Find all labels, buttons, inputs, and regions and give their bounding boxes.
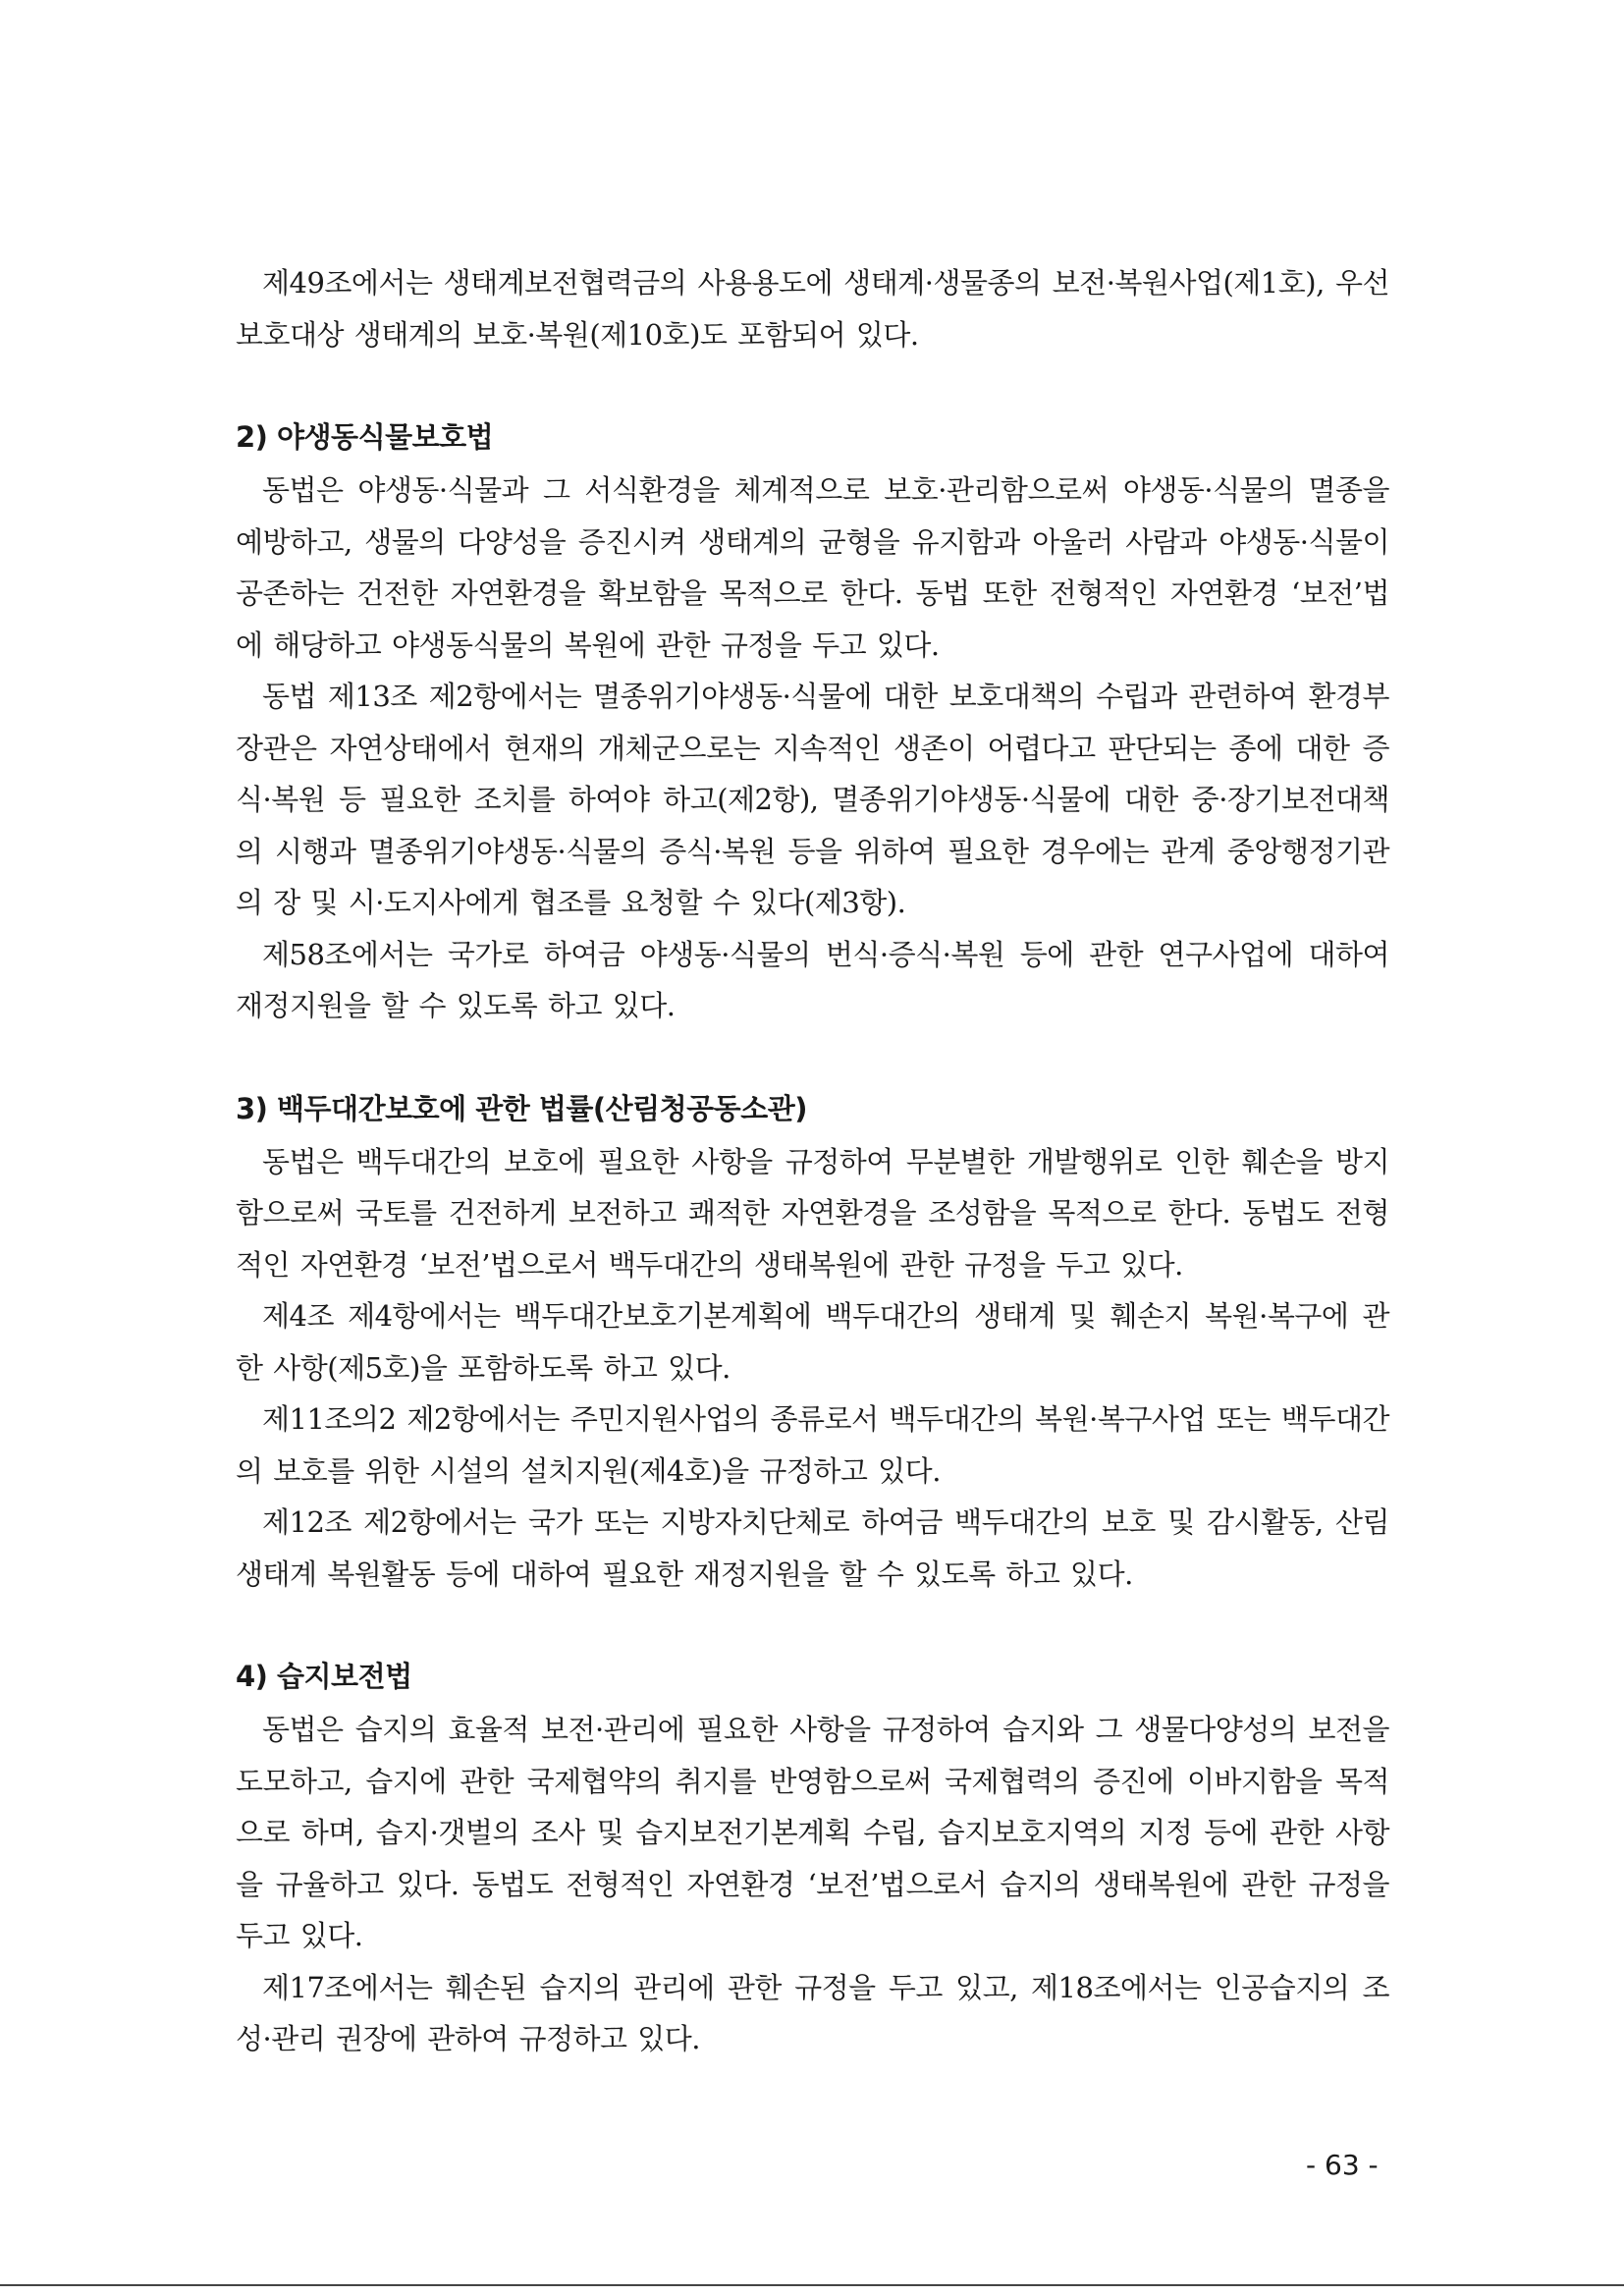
section-paragraph: 동법 제13조 제2항에서는 멸종위기야생동·식물에 대한 보호대책의 수립과 관련하여 환경부장관은 자연상태에서 현재의 개체군으로는 지속적인 생존이 어렵다고 판단되는 종에 대한 증식·복원 등 필요한 조치를 하여야 하고(제2항), 멸종위기야생동·식물에 대한 중·장기보전대책의 시행과 멸종위기야생동·식물의 증식·복원 등을 위하여 필요한 경우에는 관계 중앙행정기관의 장 및 시·도지사에게 협조를 요청할 수 있다(제3항). (236, 680, 1389, 919)
section-paragraph: 제12조 제2항에서는 국가 또는 지방자치단체로 하여금 백두대간의 보호 및 감시활동, 산림생태계 복원활동 등에 대하여 필요한 재정지원을 할 수 있도록 하고 있다. (236, 1505, 1389, 1591)
section-heading: 3) 백두대간보호에 관한 법률(산림청공동소관) (236, 1091, 807, 1125)
section-baekdudaegan-act (236, 1083, 1389, 1601)
section-wildlife-act (236, 411, 1389, 1032)
section-paragraph: 동법은 백두대간의 보호에 필요한 사항을 규정하여 무분별한 개발행위로 인한 훼손을 방지함으로써 국토를 건전하게 보전하고 쾌적한 자연환경을 조성함을 목적으로 한다. 동법도 전형적인 자연환경 ‘보전’법으로서 백두대간의 생태복원에 관한 규정을 두고 있다. (236, 1144, 1389, 1282)
document-page (236, 257, 1389, 2065)
section-heading: 2) 야생동식물보호법 (236, 420, 494, 454)
section-paragraph: 제11조의2 제2항에서는 주민지원사업의 종류로서 백두대간의 복원·복구사업 또는 백두대간의 보호를 위한 시설의 설치지원(제4호)을 규정하고 있다. (236, 1402, 1389, 1488)
section-paragraph: 제4조 제4항에서는 백두대간보호기본계획에 백두대간의 생태계 및 훼손지 복원·복구에 관한 사항(제5호)을 포함하도록 하고 있다. (236, 1299, 1389, 1385)
section-paragraph: 동법은 습지의 효율적 보전·관리에 필요한 사항을 규정하여 습지와 그 생물다양성의 보전을 도모하고, 습지에 관한 국제협약의 취지를 반영함으로써 국제협력의 증진에 이바지함을 목적으로 하며, 습지·갯벌의 조사 및 습지보전기본계획 수립, 습지보호지역의 지정 등에 관한 사항을 규율하고 있다. 동법도 전형적인 자연환경 ‘보전’법으로서 습지의 생태복원에 관한 규정을 두고 있다. (236, 1713, 1389, 1952)
bottom-divider (0, 2284, 1624, 2286)
section-wetland-act (236, 1651, 1389, 2065)
intro-paragraph: 제49조에서는 생태계보전협력금의 사용용도에 생태계·생물종의 보전·복원사업(제1호), 우선보호대상 생태계의 보호·복원(제10호)도 포함되어 있다. (236, 266, 1389, 352)
section-paragraph: 동법은 야생동·식물과 그 서식환경을 체계적으로 보호·관리함으로써 야생동·식물의 멸종을 예방하고, 생물의 다양성을 증진시켜 생태계의 균형을 유지함과 아울러 사람과 야생동·식물이 공존하는 건전한 자연환경을 확보함을 목적으로 한다. 동법 또한 전형적인 자연환경 ‘보전’법에 해당하고 야생동식물의 복원에 관한 규정을 두고 있다. (236, 473, 1389, 662)
section-paragraph: 제58조에서는 국가로 하여금 야생동·식물의 번식·증식·복원 등에 관한 연구사업에 대하여 재정지원을 할 수 있도록 하고 있다. (236, 937, 1389, 1022)
section-paragraph: 제17조에서는 훼손된 습지의 관리에 관한 규정을 두고 있고, 제18조에서는 인공습지의 조성·관리 권장에 관하여 규정하고 있다. (236, 1970, 1389, 2055)
page-number: - 63 - (1306, 2149, 1379, 2181)
section-heading: 4) 습지보전법 (236, 1660, 412, 1693)
